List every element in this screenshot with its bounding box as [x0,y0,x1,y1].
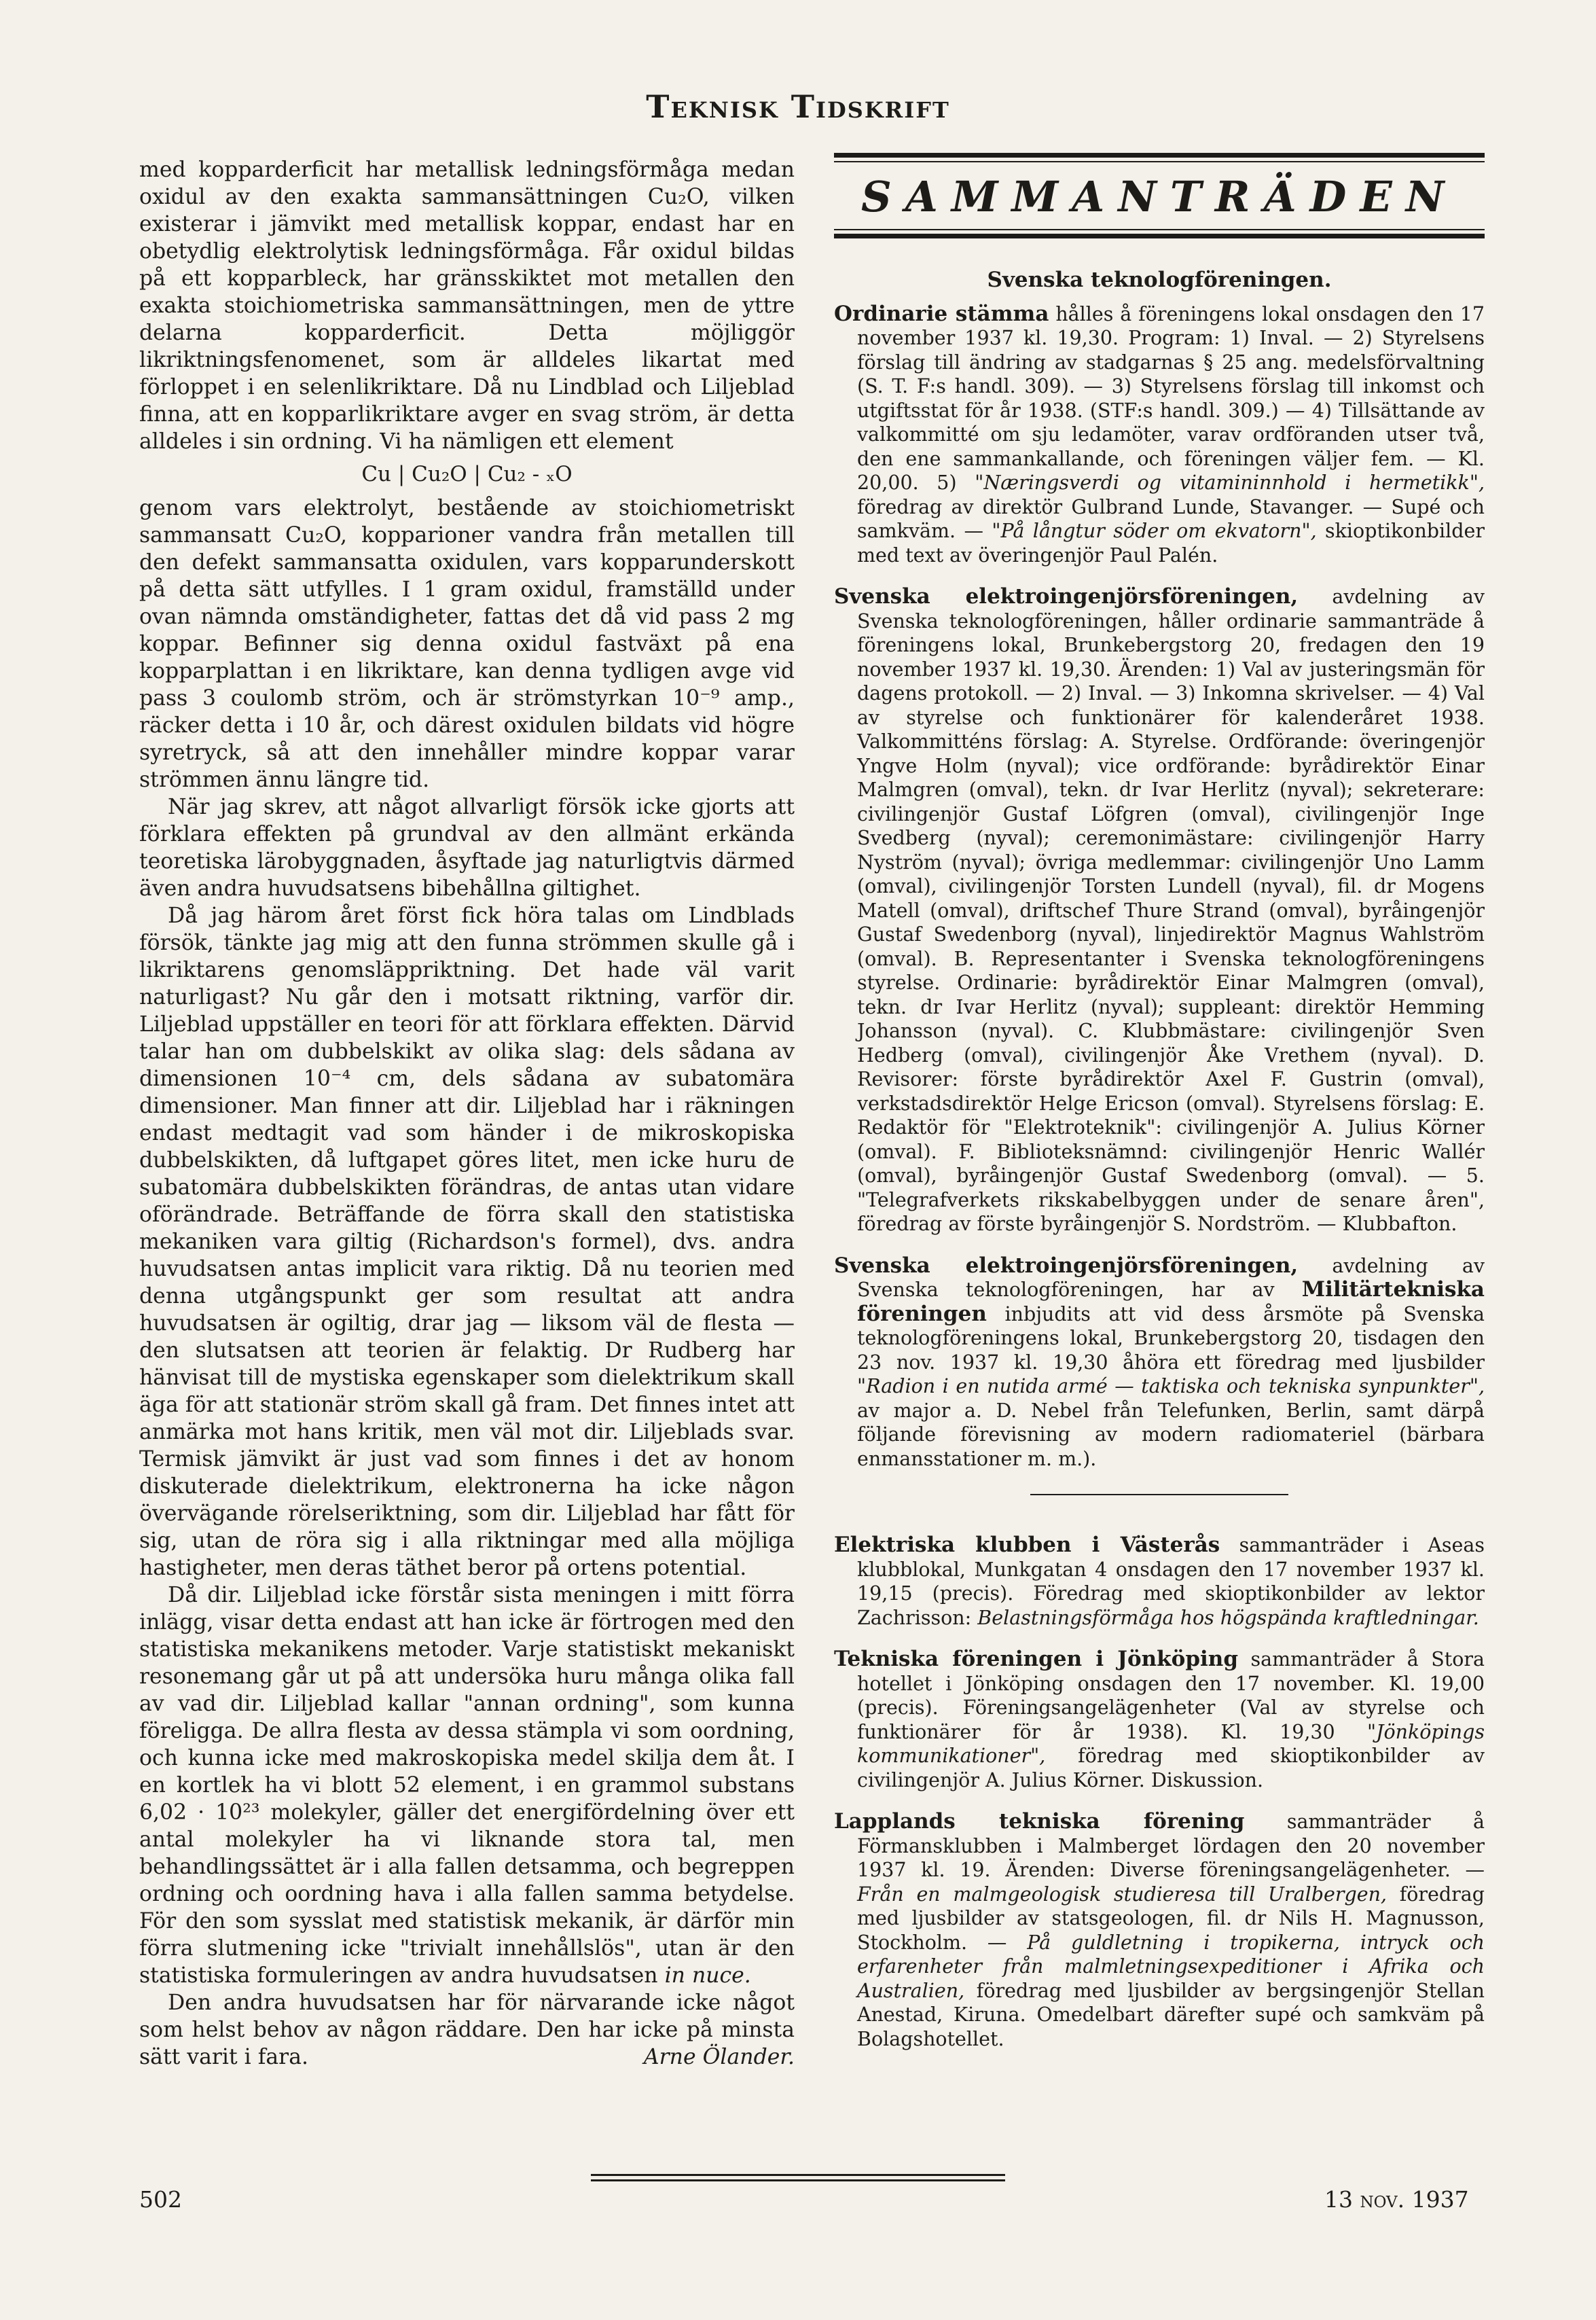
meeting-entry [834,1647,1485,1792]
paragraph [139,1989,795,2071]
title-rule-bottom-thin [834,229,1485,230]
paragraph: När jag skrev, att något allvarligt försök icke gjorts att förklara effekten på grundval av den allmänt erkända teoretiska lärobyggnaden, åsyftade jag naturligtvis därmed även andra huvudsatsens bibehållna giltighet. [139,795,795,901]
entry-lead: Elektriska klubben i Västerås [834,1533,1220,1557]
meeting-entry [834,1533,1485,1630]
meeting-entry [834,302,1485,568]
section-title: SAMMANTRÄDEN [861,172,1458,221]
entry-text: av major a. D. Nebel från Telefunken, Berlin, samt därpå följande förevisning av modern radiomateriel (bärbara enmansstationer m. m.). [857,1399,1485,1470]
entry-text: sammanträder å Förmansklubben i Malmberget lördagen den 20 november 1937 kl. 19. Ärenden: Diverse föreningsangelägenheter. — [857,1810,1485,1881]
entry-lead: Ordinarie stämma [834,301,1049,326]
entry-lead: Tekniska föreningen i Jönköping [834,1647,1239,1671]
entry-text: sammanträder i Aseas klubblokal, Munkgatan 4 onsdagen den 17 november 1937 kl. 19,15 (precis). Föredrag med skioptikonbilder av lektor Zachrisson: [857,1534,1485,1629]
title-rule-top [834,153,1485,158]
entry-lead: Svenska elektroingenjörsföreningen, [834,584,1299,609]
entry-text: inbjudits att vid dess årsmöte på Svenska teknologföreningens lokal, Brunkebergstorg 20, tisdagen den 23 nov. 1937 kl. 19,30 åhöra ett föredrag med ljusbilder [857,1302,1485,1374]
entry-text: sammanträder å Stora hotellet i Jönköping onsdagen den 17 november. Kl. 19,00 (precis). Föreningsangelägenheter (Val av styrelse och funktionärer för år 1938). Kl. 19,30 [857,1648,1485,1743]
article-column [139,156,795,2071]
organization-name: Militärtekniska föreningen [857,1277,1485,1326]
title-rule-bottom [834,234,1485,238]
lecture-title: Från en malmgeologisk studieresa till Uralbergen, [857,1882,1387,1906]
paragraph: genom vars elektrolyt, bestående av stoichiometriskt sammansatt Cu₂O, kopparioner vandra från metallen till den defekt sammansatta oxidulen, vars kopparunderskott på detta sätt utfylles. I 1 gram oxidul, framställd under ovan nämnda omständigheter, fattas det då vid pass 2 mg koppar. Befinner sig denna oxidul fastväxt på ena kopparplattan i en likriktare, kan denna tydligen avge vid pass 3 coulomb ström, och är strömstyrkan 10⁻⁹ amp., räcker detta i 10 år, och därest oxidulen bildats vid högre syretryck, så att den innehåller mindre koppar varar strömmen ännu längre tid. [139,496,795,792]
entry-text: avdelning av Svenska teknologföreningen, håller ordinarie sammanträde å föreningens lokal, Brunkebergstorg 20, fredagen den 19 november 1937 kl. 19,30. Ärenden: 1) Val av justeringsmän för dagens protokoll. — 2) Inval. — 3) Inkomna skrivelser. — 4) Val av styrelse och funktionärer för kalenderåret 1938. Valkommitténs förslag: A. Styrelse. Ordförande: överingenjör Yngve Holm (nyval); vice ordförande: byrådirektör Einar Malmgren (omval), tekn. dr Ivar Herlitz (nyval); sekreterare: civilingenjör Gustaf Löfgren (omval), civilingenjör Inge Svedberg (nyval); ceremonimästare: civilingenjör Harry Nyström (nyval); övriga medlemmar: civilingenjör Uno Lamm (omval), civilingenjör Torsten Lundell (nyval), fil. dr Mogens Matell (omval), driftschef Thure Strand (omval), byråingenjör Gustaf Swedenborg (nyval), linjedirektör Magnus Wahlström (omval). B. Representanter i Svenska teknologföreningens styrelse. Ordinarie: byrådirektör Einar Malmgren (omval), tekn. dr Ivar Herlitz (nyval); suppleant: direktör Hemming Johansson (nyval). C. Klubbmästare: civilingenjör Sven Hedberg (omval), civilingenjör Åke Vrethem (nyval). D. Revisorer: förste byrådirektör Axel F. Gustrin (omval), verkstadsdirektör Helge Ericson (omval). Styrelsens förslag: E. Redaktör för "Elektroteknik": civilingenjör A. Julius Körner (omval). F. Biblioteksnämnd: civilingenjör Henric Wallér (omval), byråingenjör Gustaf Swedenborg (omval). — 5. "Telegrafverkets rikskabelbyggen under de senare åren", föredrag av förste byråingenjör S. Nordström. — Klubbafton. [857,586,1485,1235]
meeting-entry [834,1810,1485,2051]
entry-lead: Lapplands tekniska förening [834,1809,1245,1834]
paragraph-text: Den andra huvudsatsen har för närvarande icke något som helst behov av någon räddare. Den har icke på minsta sätt varit i fara. [139,1991,795,2069]
meetings-column [834,153,1485,2069]
masthead: Teknisk Tidskrift [646,88,950,125]
formula: Cu | Cu₂O | Cu₂ - ₓO [361,462,573,486]
footer-rule-bottom [591,2179,1005,2181]
lecture-title: "Radion i en nutida armé — taktiska och tekniska synpunkter", [857,1375,1485,1397]
meeting-entry [834,1254,1485,1471]
entry-text: föredrag med ljusbilder av bergsingenjör Stellan Anestad, Kiruna. Omedelbart därefter supé och samkväm på Bolagshotellet. [857,1979,1485,2050]
society-heading: Svenska teknologföreningen. [987,268,1332,292]
meeting-entry [834,585,1485,1236]
latin-phrase: in nuce. [664,1963,751,1988]
lecture-title: På guldletning i tropikerna, intryck och erfarenheter från malmletningsexpeditioner i Afrika och Australien, [857,1931,1485,2002]
author-signature: Arne Ölander. [643,2045,795,2069]
entry-text: föredrag med ljusbilder av statsgeologen, fil. dr Nils H. Magnusson, Stockholm. — [857,1882,1485,1954]
lecture-title: "Jönköpings kommunikationer", [857,1720,1485,1767]
page-number: 502 [139,2186,182,2213]
entry-text: hålles å föreningens lokal onsdagen den 17 november 1937 kl. 19,30. Program: 1) Inval. — 2) Styrelsens förslag till ändring av stadgarnas § 25 ang. medelsförvaltning (S. T. F:s handl. 309). — 3) Styrelsens förslag till inkomst och utgiftsstat för år 1938. (STF:s handl. 309.) — 4) Tillsättande av valkommitté om sju ledamöter, varav ordföranden utser två, den ene sammankallande, och föreningen väljer fem. — Kl. 20,00. 5) [857,302,1485,494]
lecture-title: "På långtur söder om ekvatorn", [992,520,1317,542]
entry-lead: Svenska elektroingenjörsföreningen, [834,1253,1299,1278]
paragraph: Då jag härom året först fick höra talas om Lindblads försök, tänkte jag mig att den funna strömmen skulle gå i likriktarens genomsläppriktning. Det hade väl varit naturligast? Nu går den i motsatt riktning, varför dir. Liljeblad uppställer en teori för att förklara effekten. Därvid talar han om dubbelskikt av olika slag: dels sådana av dimensionen 10⁻⁴ cm, dels sådana av subatomära dimensioner. Man finner att dir. Liljeblad har i räkningen endast medtagit vad som händer i de mikroskopiska dubbelskikten, då luftgapet göres litet, men icke huru de subatomära dubbelskikten förändras, de antas utan vidare oförändrade. Beträffande de förra skall den statistiska mekaniken vara giltig (Richardson's formel), dvs. andra huvudsatsen antas implicit vara riktig. Då nu teorien med denna utgångspunkt ger som resultat att andra huvudsatsen är ogiltig, drar jag — liksom väl de flesta — den slutsatsen att teorien är felaktig. Dr Rudberg har hänvisat till de mystiska egenskaper som dielektrikum skall äga för att stationär ström skall gå fram. Det finnes intet att anmärka mot hans kritik, men väl mot dir. Liljeblads svar. Termisk jämvikt är just vad som finnes i det av honom diskuterade dielektrikum, elektronerna ha icke någon övervägande rörelseriktning, som dir. Liljeblad har fått för sig, utan de röra sig i alla riktningar med alla möjliga hastigheter, men deras täthet beror på ortens potential. [139,904,795,1580]
paragraph: med kopparderficit har metallisk ledningsförmåga medan oxidul av den exakta sammansättningen Cu₂O, vilken existerar i jämvikt med metallisk koppar, endast har en obetydlig elektrolytisk ledningsförmåga. Får oxidul bildas på ett kopparbleck, har gränsskiktet mot metallen den exakta stoichiometriska sammansättningen, men de yttre delarna kopparderficit. Detta möjliggör likriktningsfenomenet, som är alldeles likartat med förloppet i en selenlikriktare. Då nu Lindblad och Liljeblad finna, att en kopparlikriktare avger en svag ström, är detta alldeles i sin ordning. Vi ha nämligen ett element [139,158,795,454]
lecture-title: "Næringsverdi og vitamininnhold i hermetikk", [975,471,1485,494]
paragraph [139,1582,795,1989]
issue-date: 13 nov. 1937 [1324,2186,1469,2213]
lecture-title: Belastningsförmåga hos högspända kraftledningar. [977,1606,1479,1629]
paragraph-text: Då dir. Liljeblad icke förstår sista meningen i mitt förra inlägg, visar detta endast att han icke är förtrogen med den statistiska mekanikens metoder. Varje statistiskt mekaniskt resonemang går ut på att undersöka huru många olika fall av vad dir. Liljeblad kallar "annan ordning", som kunna föreligga. De allra flesta av dessa stämpla vi som oordning, och kunna icke med makroskopiska medel skilja dem åt. I en kortlek ha vi blott 52 element, i en grammol substans 6,02 · 10²³ molekyler, gäller det energifördelning över ett antal molekyler ha vi liknande stora tal, men behandlingssättet är i alla fallen detsamma, och begreppen ordning och oordning hava i alla fallen samma betydelse. För den som sysslat med statistisk mekanik, är därför min förra slutmening icke "trivialt innehållslös", utan är den statistiska formuleringen av andra huvudsatsen [139,1583,795,1988]
entry-text: skioptikonbilder med text av överingenjör Paul Palén. [857,520,1485,567]
footer-rule-top [591,2174,1005,2176]
entry-text: avdelning av Svenska teknologföreningen, har av [857,1254,1485,1301]
entry-text: föredrag av direktör Gulbrand Lunde, Stavanger. — Supé och samkväm. — [857,495,1485,542]
entry-text: föredrag med skioptikonbilder av civilingenjör A. Julius Körner. Diskussion. [857,1745,1485,1791]
section-divider [1030,1494,1288,1495]
